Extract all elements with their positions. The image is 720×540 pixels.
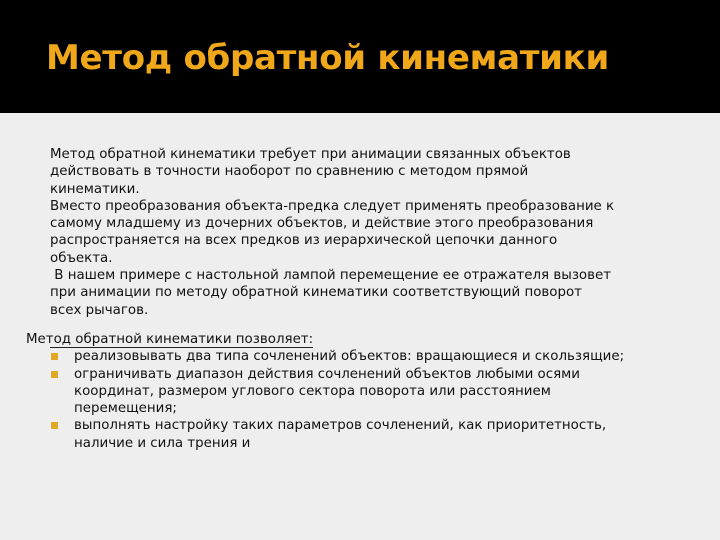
- text-line: действовать в точности наоборот по сравнению с методом прямой: [50, 164, 529, 180]
- list-heading: Метод обратной кинематики позволяет:: [26, 331, 314, 347]
- title-bar: [0, 0, 720, 113]
- bullet-item-1: [50, 348, 680, 365]
- paragraph-1: [50, 146, 680, 198]
- text-line: объекта.: [50, 250, 113, 266]
- bullet-item-3: [50, 417, 680, 452]
- square-bullet-icon: [51, 371, 58, 378]
- text-line: Метод обратной кинематики требует при анимации связанных объектов: [50, 147, 571, 162]
- text-line: при анимации по методу обратной кинематики соответствующий поворот: [50, 285, 582, 301]
- text-line: реализовывать два типа сочленений объектов: вращающиеся и скользящие;: [74, 349, 625, 365]
- text-line: выполнять настройку таких параметров сочленений, как приоритетность,: [74, 418, 607, 434]
- text-line: самому младшему из дочерних объектов, и действие этого преобразования: [50, 216, 594, 232]
- slide-body: [26, 146, 680, 452]
- text-line: ограничивать диапазон действия сочленений объектов любыми осями: [74, 366, 580, 382]
- square-bullet-icon: [51, 353, 58, 360]
- list-heading-paragraph: [26, 331, 680, 348]
- square-bullet-icon: [51, 422, 58, 429]
- text-line: перемещения;: [74, 401, 177, 417]
- paragraph-2: [50, 198, 680, 267]
- slide-title: Метод обратной кинематики: [46, 38, 609, 78]
- text-line: наличие и сила трения и: [74, 435, 251, 451]
- bullet-item-2: [50, 366, 680, 418]
- text-line: Вместо преобразования объекта-предка следует применять преобразование к: [50, 198, 615, 214]
- text-line: В нашем примере с настольной лампой перемещение ее отражателя вызовет: [50, 268, 612, 284]
- text-line: распространяется на всех предков из иерархической цепочки данного: [50, 233, 558, 249]
- paragraph-3: [50, 267, 680, 319]
- text-line: координат, размером углового сектора поворота или расстоянием: [74, 383, 551, 399]
- text-line: всех рычагов.: [50, 302, 149, 318]
- text-line: кинематики.: [50, 181, 140, 197]
